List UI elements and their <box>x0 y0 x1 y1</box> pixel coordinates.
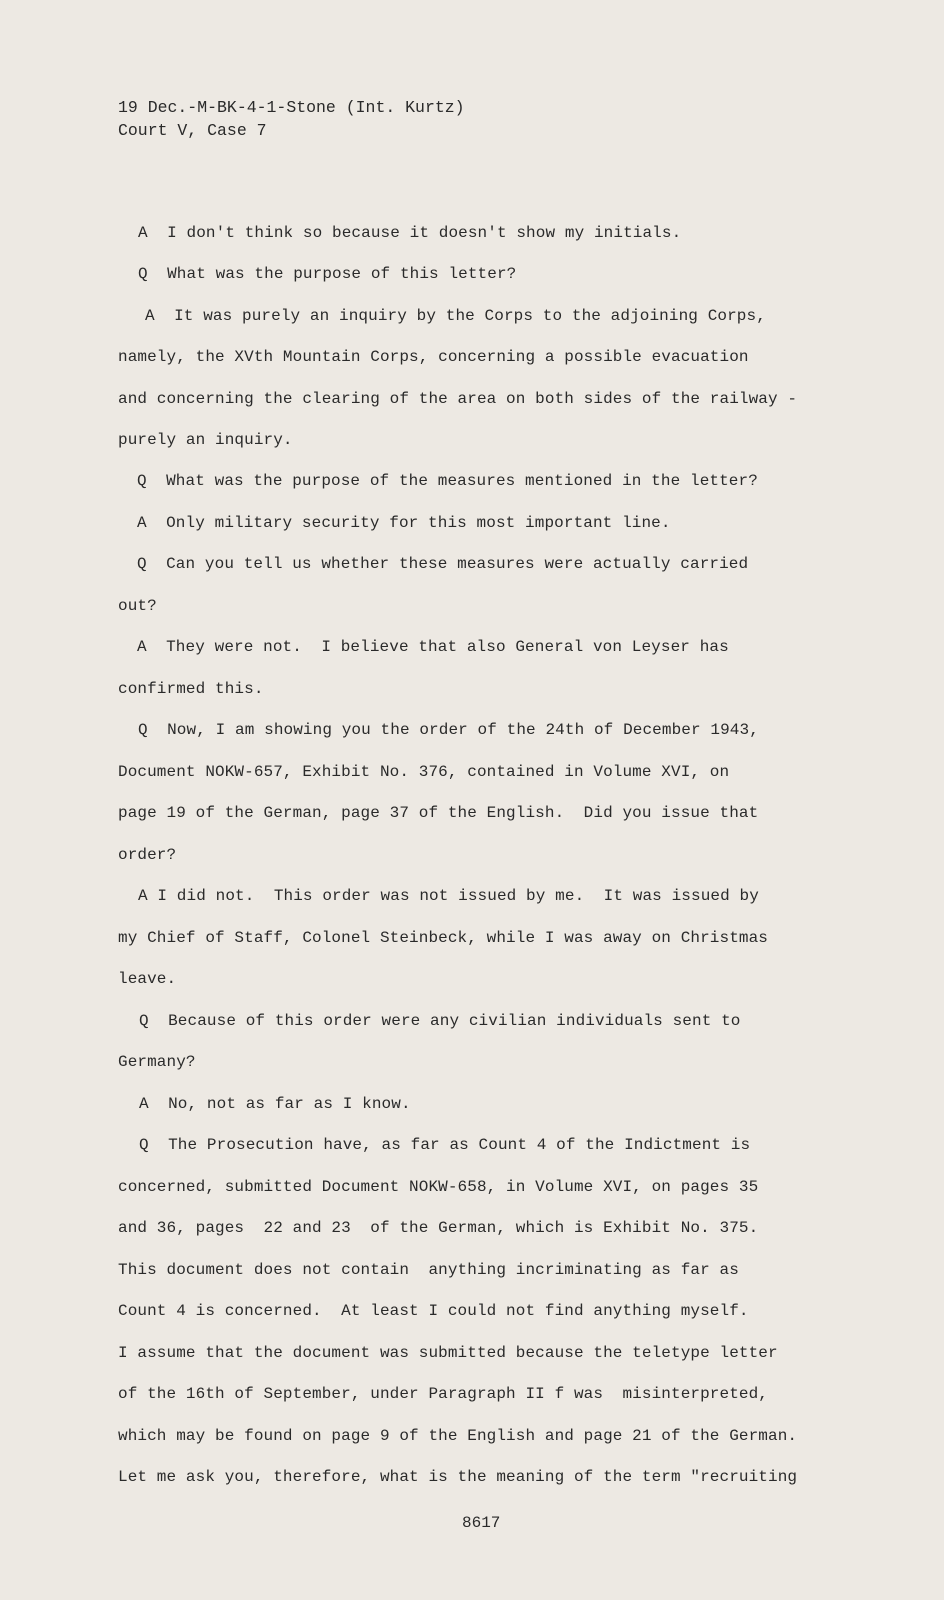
text-line: page 19 of the German, page 37 of the English. Did you issue that <box>118 804 759 822</box>
text-line: namely, the XVth Mountain Corps, concerning a possible evacuation <box>118 348 749 366</box>
text-line: Q Because of this order were any civilian individuals sent to <box>139 1012 741 1030</box>
text-line: Let me ask you, therefore, what is the meaning of the term "recruiting <box>118 1468 798 1486</box>
text-line: Q The Prosecution have, as far as Count 4 of the Indictment is <box>139 1136 751 1154</box>
text-line: Germany? <box>118 1053 196 1071</box>
text-line: Q Now, I am showing you the order of the 24th of December 1943, <box>138 721 759 739</box>
text-line: This document does not contain anything incriminating as far as <box>118 1261 739 1279</box>
text-line: out? <box>118 597 157 615</box>
page-number: 8617 <box>462 1514 501 1532</box>
text-line: leave. <box>118 970 177 988</box>
text-line: and 36, pages 22 and 23 of the German, which is Exhibit No. 375. <box>118 1219 759 1237</box>
text-line: my Chief of Staff, Colonel Steinbeck, while I was away on Christmas <box>118 929 769 947</box>
header-line-2: Court V, Case 7 <box>118 121 267 140</box>
header-line-1: 19 Dec.-M-BK-4-1-Stone (Int. Kurtz) <box>118 98 465 117</box>
text-line: I assume that the document was submitted because the teletype letter <box>118 1344 778 1362</box>
text-line: A It was purely an inquiry by the Corps to the adjoining Corps, <box>145 307 766 325</box>
text-line: A I did not. This order was not issued by me. It was issued by <box>138 887 759 905</box>
text-line: A No, not as far as I know. <box>139 1095 411 1113</box>
text-line: confirmed this. <box>118 680 264 698</box>
text-line: Q Can you tell us whether these measures were actually carried <box>137 555 749 573</box>
text-line: purely an inquiry. <box>118 431 293 449</box>
text-line: Document NOKW-657, Exhibit No. 376, contained in Volume XVI, on <box>118 763 730 781</box>
text-line: A They were not. I believe that also General von Leyser has <box>137 638 729 656</box>
text-line: concerned, submitted Document NOKW-658, in Volume XVI, on pages 35 <box>118 1178 759 1196</box>
text-line: Q What was the purpose of the measures mentioned in the letter? <box>137 472 758 490</box>
text-line: and concerning the clearing of the area on both sides of the railway - <box>118 390 798 408</box>
text-line: of the 16th of September, under Paragraph II f was misinterpreted, <box>118 1385 769 1403</box>
text-line: order? <box>118 846 177 864</box>
text-line: A Only military security for this most important line. <box>137 514 671 532</box>
text-line: Q What was the purpose of this letter? <box>138 265 517 283</box>
text-line: Count 4 is concerned. At least I could not find anything myself. <box>118 1302 749 1320</box>
text-line: A I don't think so because it doesn't show my initials. <box>138 224 682 242</box>
text-line: which may be found on page 9 of the English and page 21 of the German. <box>118 1427 798 1445</box>
